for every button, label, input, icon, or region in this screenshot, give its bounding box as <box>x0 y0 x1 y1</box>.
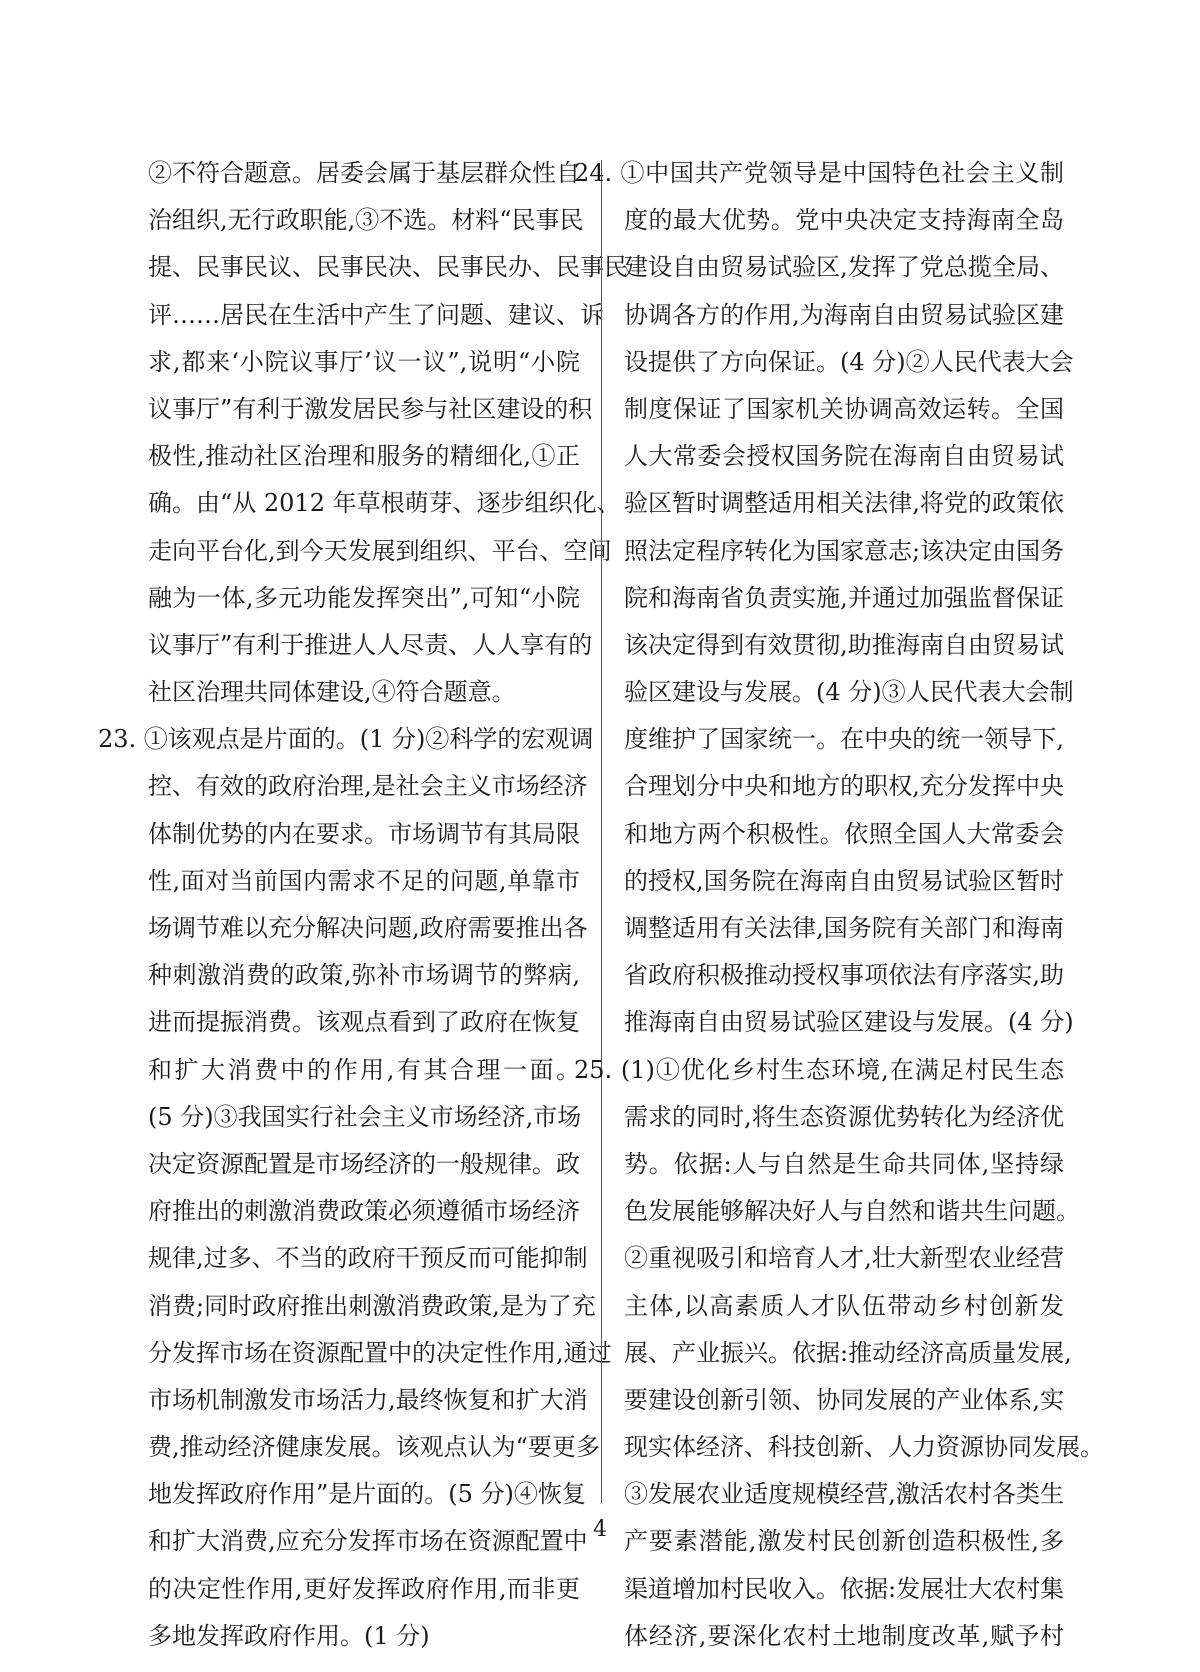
text-line: 展、产业振兴。依据:推动经济高质量发展, <box>624 1338 1072 1367</box>
text-line: 府推出的刺激消费政策必须遵循市场经济 <box>148 1197 580 1226</box>
text-line: 验区暂时调整适用相关法律,将党的政策依 <box>624 489 1064 518</box>
text-line: ③发展农业适度规模经营,激活农村各类生 <box>624 1480 1064 1509</box>
text-line: 性,面对当前国内需求不足的问题,单靠市 <box>148 866 580 895</box>
text-line: 产要素潜能,激发村民创新创造积极性,多 <box>624 1527 1064 1556</box>
text-line: (5 分)③我国实行社会主义市场经济,市场 <box>148 1102 582 1131</box>
text-line: 23. ①该观点是片面的。(1 分)②科学的宏观调 <box>98 725 594 754</box>
text-line: 费,推动经济健康发展。该观点认为“要更多 <box>148 1433 600 1462</box>
text-line: 度的最大优势。党中央决定支持海南全岛 <box>624 206 1064 235</box>
column-divider <box>601 160 602 1503</box>
text-line: 和扩大消费中的作用,有其合理一面。 <box>148 1055 580 1084</box>
text-line: 规律,过多、不当的政府干预反而可能抑制 <box>148 1244 588 1273</box>
left-column <box>98 150 628 1660</box>
text-line: 势。依据:人与自然是生命共同体,坚持绿 <box>624 1149 1064 1178</box>
text-line: 制度保证了国家机关协调高效运转。全国 <box>624 394 1064 423</box>
text-line: 社区治理共同体建设,④符合题意。 <box>148 678 516 707</box>
right-column <box>574 150 1104 1660</box>
text-line: 调整适用有关法律,国务院有关部门和海南 <box>624 914 1064 942</box>
text-line: 进而提振消费。该观点看到了政府在恢复 <box>148 1008 580 1037</box>
text-line: 院和海南省负责实施,并通过加强监督保证 <box>624 583 1064 612</box>
text-line: 推海南自由贸易试验区建设与发展。(4 分) <box>624 1008 1074 1037</box>
text-line: 体经济,要深化农村土地制度改革,赋予村 <box>624 1621 1064 1650</box>
text-line: 现实体经济、科技创新、人力资源协同发展。 <box>624 1433 1104 1462</box>
text-line: 提、民事民议、民事民决、民事民办、民事民 <box>148 253 628 282</box>
text-line: 验区建设与发展。(4 分)③人民代表大会制 <box>624 678 1074 707</box>
text-line: 照法定程序转化为国家意志;该决定由国务 <box>624 536 1065 565</box>
text-line: 主体,以高素质人才队伍带动乡村创新发 <box>624 1291 1064 1320</box>
text-line: 建设自由贸易试验区,发挥了党总揽全局、 <box>624 253 1064 282</box>
text-line: 24. ①中国共产党领导是中国特色社会主义制 <box>574 159 1064 187</box>
text-line: 极性,推动社区治理和服务的精细化,①正 <box>148 442 580 471</box>
page-number: 4 <box>593 1517 607 1542</box>
text-line: 场调节难以充分解决问题,政府需要推出各 <box>148 914 588 942</box>
text-line: 省政府积极推动授权事项依法有序落实,助 <box>624 961 1064 990</box>
text-line: 25. (1)①优化乡村生态环境,在满足村民生态 <box>574 1055 1064 1084</box>
text-line: 分发挥市场在资源配置中的决定性作用,通过 <box>148 1338 612 1367</box>
text-line: 议事厅”有利于激发居民参与社区建设的积 <box>148 394 593 423</box>
text-line: 的授权,国务院在海南自由贸易试验区暂时 <box>624 866 1064 895</box>
text-line: 色发展能够解决好人与自然和谐共生问题。 <box>624 1197 1080 1226</box>
text-line: 市场机制激发市场活力,最终恢复和扩大消 <box>148 1385 588 1414</box>
text-line: 该决定得到有效贯彻,助推海南自由贸易试 <box>624 630 1064 659</box>
text-line: 融为一体,多元功能发挥突出”,可知“小院 <box>148 583 580 612</box>
text-line: 消费;同时政府推出刺激消费政策,是为了充 <box>148 1291 596 1320</box>
text-line: 种刺激消费的政策,弥补市场调节的弊病, <box>148 961 580 990</box>
text-line: ②不符合题意。居委会属于基层群众性自 <box>148 159 580 187</box>
text-line: 地发挥政府作用”是片面的。(5 分)④恢复 <box>148 1480 586 1509</box>
text-line: 求,都来‘小院议事厅’议一议”,说明“小院 <box>148 347 580 376</box>
text-line: 渠道增加村民收入。依据:发展壮大农村集 <box>624 1574 1065 1603</box>
text-line: 要建设创新引领、协同发展的产业体系,实 <box>624 1385 1064 1414</box>
text-line: 的决定性作用,更好发挥政府作用,而非更 <box>148 1574 580 1603</box>
text-line: 控、有效的政府治理,是社会主义市场经济 <box>148 772 588 801</box>
text-line: 确。由“从 2012 年草根萌芽、逐步组织化、 <box>148 489 621 518</box>
text-line: 和地方两个积极性。依照全国人大常委会 <box>624 819 1064 848</box>
text-line: 人大常委会授权国务院在海南自由贸易试 <box>624 442 1064 471</box>
text-line: 和扩大消费,应充分发挥市场在资源配置中 <box>148 1527 588 1556</box>
text-line: 评……居民在生活中产生了问题、建议、诉 <box>148 300 604 329</box>
text-line: 治组织,无行政职能,③不选。材料“民事民 <box>148 206 584 235</box>
text-line: 议事厅”有利于推进人人尽责、人人享有的 <box>148 630 593 659</box>
text-line: ②重视吸引和培育人才,壮大新型农业经营 <box>624 1244 1064 1273</box>
text-line: 合理划分中央和地方的职权,充分发挥中央 <box>624 772 1064 801</box>
text-line: 需求的同时,将生态资源优势转化为经济优 <box>624 1102 1064 1131</box>
text-line: 协调各方的作用,为海南自由贸易试验区建 <box>624 300 1064 329</box>
text-line: 走向平台化,到今天发展到组织、平台、空间 <box>148 536 612 565</box>
text-line: 度维护了国家统一。在中央的统一领导下, <box>624 725 1064 754</box>
text-line: 多地发挥政府作用。(1 分) <box>148 1621 430 1650</box>
text-line: 决定资源配置是市场经济的一般规律。政 <box>148 1149 580 1178</box>
text-line: 设提供了方向保证。(4 分)②人民代表大会 <box>624 347 1074 376</box>
text-line: 体制优势的内在要求。市场调节有其局限 <box>148 819 580 848</box>
